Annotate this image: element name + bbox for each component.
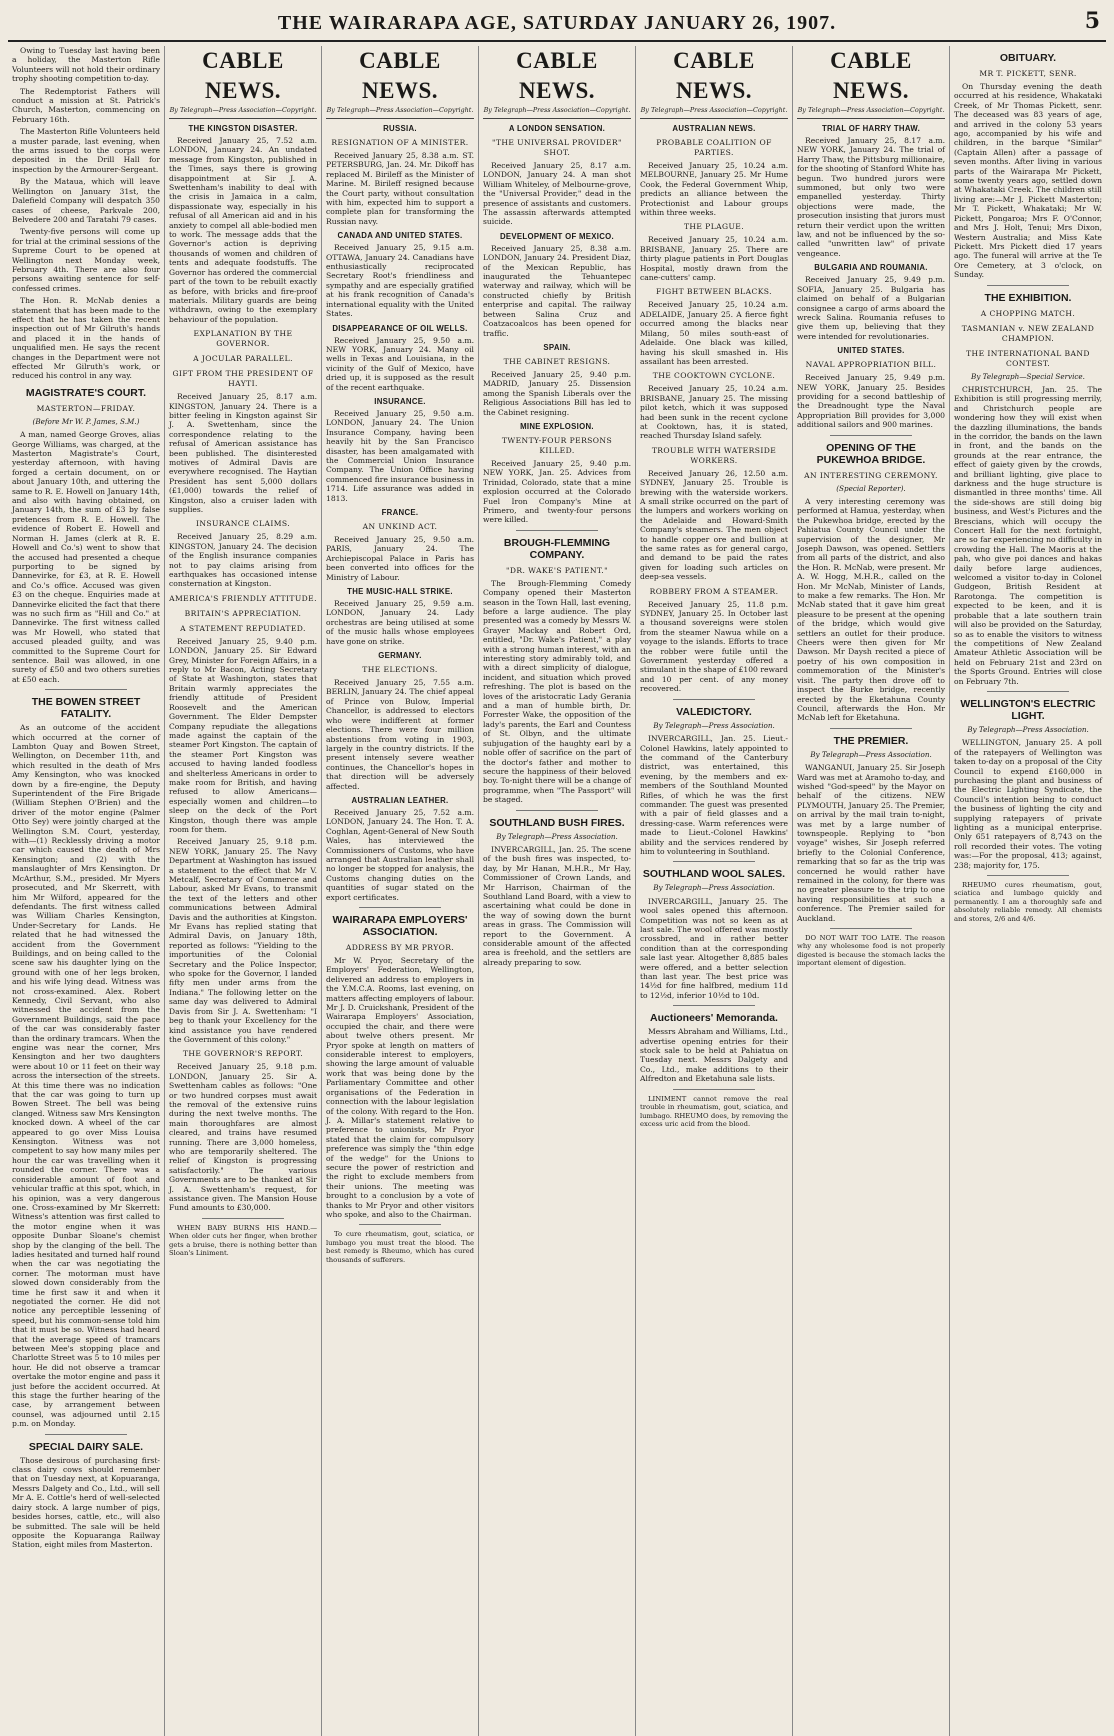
headline-brough-flemming: BROUGH-FLEMMING COMPANY. xyxy=(503,536,611,561)
advertisement: To cure rheumatism, gout, sciatica, or lumbago you must treat the blood. The best remedy is Rheumo, which has cured thousands of sufferers. xyxy=(326,1230,474,1264)
column-3 xyxy=(321,46,478,1736)
headline: RUSSIA. xyxy=(383,124,417,133)
subhead: AN UNKIND ACT. xyxy=(362,522,438,531)
article-body: Received January 25, 9.49 p.m. NEW YORK, January 25. Besides providing for a second battleship of the Dreadnought type the Naval Appropriation Bill provides for 3,000 additional sailors and 900 marines. xyxy=(797,373,945,430)
credit-line: By Telegraph—Special Service. xyxy=(971,371,1085,381)
subhead: THE PLAGUE. xyxy=(683,222,745,232)
divider xyxy=(830,928,913,929)
article-body: Received January 25, 8.17 a.m. KINGSTON, January 24. There is a bitter feeling in Kingston against Sir J. A. Swettenham, since the correspondence relating to the refusal of American assistance has been published. The disinterested motives of Admiral Davis are everywhere recognised. The Haytian President has sent 5,000 dollars (£1,000) towards the relief of Kingston, also a cruiser laden with supplies. xyxy=(169,392,317,514)
cable-news-header xyxy=(640,46,788,119)
divider xyxy=(673,861,756,862)
subhead: MASTERTON—FRIDAY. xyxy=(36,403,136,413)
article-body: Received January 25, 9.40 p.m. NEW YORK, Jan. 25. Advices from Trinidad, Colorado, state that a mine explosion occurred at the Colorado Fuel Iron Company's Mine at Primero, and twenty-four persons were killed. xyxy=(483,458,631,525)
subhead: ADDRESS BY MR PRYOR. xyxy=(345,943,455,952)
article-body: INVERCARGILL, Jan. 25. The scene of the bush fires was inspected, to-day, by Mr Hanan, M.H.R., Mr Hay, Commissioner of Crown Lands, and Mr Harrison, Chairman of the Southland Land Board, with a view to ascertaining what could be done in the way of sowing down the burnt areas in grass. The Commission will report to the Government. A considerable amount of the affected area is freehold, and the settlers are already preparing to sow. xyxy=(483,844,631,967)
subhead: BRITAIN'S APPRECIATION. xyxy=(184,608,302,618)
credit-line: By Telegraph—Press Association. xyxy=(810,749,932,759)
cable-news-header xyxy=(326,46,474,119)
headline: THE KINGSTON DISASTER. xyxy=(188,124,298,133)
credit-line: By Telegraph—Press Association. xyxy=(653,720,775,730)
column-4 xyxy=(478,46,635,1736)
article-body: Received January 25, 8.38 a.m. LONDON, January 24. President Diaz, of the Mexican Republic, has inaugurated the Tehuantepec waterway and railway, which will be constructed chiefly by British enterprise and capital. The railway between Salina Cruz and Coatzacoalcos has been opened for traffic. xyxy=(483,243,631,338)
credit-line: By Telegraph—Press Association—Copyright. xyxy=(797,106,945,114)
article-body: Received January 25, 9.40 p.m. LONDON, January 25. Sir Edward Grey, Minister for Foreign Affairs, in a reply to Mr Bacon, Acting Secretary of State at Washington, states that Britain warmly appreciates the friendly attitude of President Roosevelt and the American Government. The Elder Dempster Company repudiate the allegations made against the captain of the steamer Port Kingston. The captain of the steamer Port Kingston was accused to having landed foodless and shelterless Americans in order to make room for British, and having refused to allow Americans—especially women and children—to sleep on the deck of the Port Kingston, though there was ample room for them. xyxy=(169,636,317,834)
divider xyxy=(359,1224,442,1225)
subhead: FIGHT BETWEEN BLACKS. xyxy=(656,287,772,297)
cable-news-header xyxy=(169,46,317,119)
credit-line: By Telegraph—Press Association—Copyright. xyxy=(483,106,631,114)
column-1 xyxy=(8,46,164,1736)
column-6 xyxy=(792,46,949,1736)
columns xyxy=(8,46,1106,1736)
headline-auctioneers: Auctioneers' Memoranda. xyxy=(650,1012,778,1025)
divider xyxy=(830,435,913,436)
subhead: NAVAL APPROPRIATION BILL. xyxy=(805,360,937,370)
article-body: Received January 25, 8.29 a.m. KINGSTON, January 24. The decision of the English insurance companies not to pay claims arising from earthquakes has occasioned intense consternation at Kingston. xyxy=(169,532,317,589)
article-body: Received January 25, 7.52 a.m. LONDON, January 24. An undated message from Kingston, published in the Times, says there is growing disappointment at Sir J. A. Swettenham's inability to deal with the crisis in Jamaica in a calm, dispassionate way, especially in his refusal of all American aid and in his anxiety to compel all able-bodied men to work. The message adds that the Governor's action is depriving thousands of women and children of tents and adequate foodstuffs. The Governor has ordered the commercial part of the town to be rebuilt exactly as before, with bricks and fire-proof materials. Military guards are being withdrawn, owing to the exemplary behaviour of the population. xyxy=(169,136,317,324)
cable-news-header xyxy=(483,46,631,119)
byline: (Before Mr W. P. James, S.M.) xyxy=(32,416,140,426)
article-body: Received January 25, 8.38 a.m. ST. PETERSBURG, Jan. 24. Mr. Dikoff has replaced M. Birileff as the Minister of Marine. M. Birileff resigned because the Court party, without consultation with him, expected him to support a complete plan for transforming the Russian navy. xyxy=(326,151,474,226)
article-body: As an outcome of the accident which occurred at the corner of Lambton Quay and Bowen Street, Wellington, on December 11th, and which resulted in the death of Mrs Amy Kensington, who was knocked down by a fire-engine, the Deputy Superintendent of the Fire Brigade (William Stephen O'Brien) and the driver of the motor engine (Palmer Otto Sey) were jointly charged at the Wellington S.M. Court, yesterday, with—(1) Recklessly driving a motor car which caused the death of Mrs Kensington; and (2) with the manslaughter of Mrs Kensington. Dr McArthur, S.M., presided. Mr Myers prosecuted, and Mr Skerrett, with him Mr Wilford, appeared for the defendants. The first witness called was William Charles Kensington, Under-Secretary for Lands. He related that he had witnessed the accident from the Government Buildings, and on being called to the scene saw his daughter lying on the ground with one of her legs broken, and his wife lying dead. Witness was not cross-examined. Alex. Robert Kennedy, Civil Servant, who also witnessed the accident from the Government Buildings, said the pace of the car was considerably faster than the ordinary tramcars. When the engine was near the corner, Mrs Kensington and her two daughters were about 10 or 11 feet on their way across the intersection of the streets. At this time there was no indication that the car was going to turn up Bowen Street. The bell was being clanged. Witness saw Mrs Kensington knocked down. A wheel of the car appeared to go over Miss Louisa Kensington. Witness was not competent to say how many miles per hour the car was travelling when it rounded the corner. There was a considerable amount of foot and vehicular traffic at this spot, which, in his opinion, was a very dangerous one. Cross-examined by Mr Skerrett: Witness's attention was first called to the motor engine when it was opposite Dunbar Sloane's chemist shop by the clanging of the bell. The ladies hesitated and turned half round when the car was negotiating the corner. The motorman must have slowed down considerably from the time he first saw it and when it negotiated the corner. He did not notice any perceptible lessening of speed, but his common-sense told him that it must be so. Witness had heard that the average speed of tramcars between Mee's stopping place and Charlotte Street was 5 to 10 miles per hour. He did not observe a tramcar overtake the motor engine and pass it just before the accident occurred. At this stage the further hearing of the case, by arrangement between counsel, was adjourned until 2.15 p.m. on Monday. xyxy=(12,723,161,1429)
local-note: The Hon. R. McNab denies a statement that has been made to the effect that he has taken the recent inspection out of Mr Gilruth's hands and placed it in the hands of unqualified men. He says the recent changes in the Department were not effected Mr Gilruth's work, or reduced his control in any way. xyxy=(12,296,160,381)
divider xyxy=(516,530,599,531)
article-body: Received January 25, 10.24 a.m. MELBOURNE, January 25. Mr Hume Cook, the Federal Government Whip, predicts an alliance between the Protectionist and Labour groups within three weeks. xyxy=(640,161,788,218)
local-note: By the Mataua, which will leave Wellington on January 31st, the Dalefield Company will despatch 350 cases of cheese, Parkvale 200, Belvedere 200 and Taratahi 79 cases. xyxy=(12,177,160,224)
headline-bowen: THE BOWEN STREET FATALITY. xyxy=(31,696,141,721)
article-body: Received January 25, 9.50 a.m. NEW YORK, January 24. Many oil wells in Texas and Louisiana, in the vicinity of the Gulf of Mexico, have dried up, it is supposed as the result of the recent earthquake. xyxy=(326,335,474,392)
headline: DEVELOPMENT OF MEXICO. xyxy=(499,231,615,241)
article-body: INVERCARGILL, Jan. 25. Lieut.-Colonel Hawkins, lately appointed to the command of the Canterbury district, was entertained, this evening, by the members and ex-members of the Southland Mounted Rifles, of which he was the first commander. The guest was presented with a pair of field glasses and a dressing-case. Warm references were made to Lieut.-Colonel Hawkins' ability and the services rendered by him to volunteering in Southland. xyxy=(640,734,788,856)
article-body: Received January 25, 11.8 p.m. SYDNEY, January 25. In October last a thousand sovereigns were stolen from the steamer Nawua while on a voyage to the islands. Efforts to trace the robber were futile until the Government yesterday offered a stimulant in the shape of £100 reward and 10 per cent. of any money recovered. xyxy=(640,599,788,694)
headline: THE MUSIC-HALL STRIKE. xyxy=(347,587,453,597)
divider xyxy=(830,728,913,729)
headline-wool-sales: SOUTHLAND WOOL SALES. xyxy=(642,868,786,881)
headline: SPAIN. xyxy=(543,342,571,352)
subhead: TASMANIAN v. NEW ZEALAND CHAMPION. xyxy=(961,323,1095,343)
divider xyxy=(987,285,1070,286)
headline-employers: WAIRARAPA EMPLOYERS' ASSOCIATION. xyxy=(332,914,468,938)
headline-dairy: SPECIAL DAIRY SALE. xyxy=(28,1440,144,1453)
article-body: Received January 25, 9.18 p.m. LONDON, January 25. Sir A. Swettenham cables as follows: "One or two hundred corpses must await the removal of the extensive ruins during the next twelve months. The main thoroughfares are almost cleared, and trains have resumed running. There are 3,000 homeless, who are temporarily sheltered. The relief of Kingston is progressing satisfactorily." The various Governments are to be thanked at Sir J. A. Swettenham's request, for assistance given. The Mansion House Fund amounts to £30,000. xyxy=(169,1062,317,1213)
divider xyxy=(987,875,1070,876)
masthead-title: THE WAIRARAPA AGE, SATURDAY JANUARY 26, 1907. xyxy=(277,12,837,34)
subhead: AMERICA'S FRIENDLY ATTITUDE. xyxy=(169,593,317,603)
headline-electric-light: WELLINGTON'S ELECTRIC LIGHT. xyxy=(960,697,1096,722)
subhead: MR T. PICKETT, SENR. xyxy=(979,69,1077,78)
subhead: ROBBERY FROM A STEAMER. xyxy=(649,586,779,596)
article-body: Received January 25, 9.49 p.m. SOFIA, January 25. Bulgaria has claimed on behalf of a Bulgarian consignee a cargo of arms aboard the wreck Salina. Roumania refuses to give them up, believing that they were intended for revolutionaries. xyxy=(797,275,945,341)
headline: DISAPPEARANCE OF OIL WELLS. xyxy=(332,323,468,333)
headline: AUSTRALIAN NEWS. xyxy=(672,124,756,133)
divider xyxy=(359,907,442,908)
headline-bush-fires: SOUTHLAND BUSH FIRES. xyxy=(489,816,625,829)
divider xyxy=(45,689,128,690)
divider xyxy=(202,1218,285,1219)
article-body: Received January 25, 9.50 a.m. LONDON, January 24. The Union Insurance Company, having been heavily hit by the San Francisco disaster, has been amalgamated with the Commercial Union Insurance Company. The Union Office having commenced fire insurance business in 1714. Life assurance was added in 1813. xyxy=(326,408,474,503)
headline-premier: THE PREMIER. xyxy=(833,734,909,747)
article-body: Received January 26, 12.50 a.m. SYDNEY, January 25. Trouble is brewing with the waterside workers. A small strike occurred on the part of the lumpers and workers working on the Adelaide and Howard-Smith Company's steamers. The men object to handle copper ore and bullion at the same rates as for general cargo, and demand to be paid the rates given for loading such articles on deep-sea vessels. xyxy=(640,468,788,582)
column-7 xyxy=(949,46,1106,1736)
subhead: TROUBLE WITH WATERSIDE WORKERS. xyxy=(651,445,777,465)
subhead: THE INTERNATIONAL BAND CONTEST. xyxy=(966,348,1090,368)
subhead: PROBABLE COALITION OF PARTIES. xyxy=(656,138,772,157)
article-body: Received January 25, 9.18 p.m. NEW YORK, January 25. The Navy Department at Washington has issued a statement to the effect that Mr V. Metcalf, Secretary of Commerce and Labour, asked Mr Evans, to transmit the text of the letters and other communications between Admiral Davis and the authorities at Kingston. Mr Evans has replied stating that Admiral Davis, on January 18th, reported as follows: "Yielding to the importunities of the Colonial Secretary and the Police Inspector, who spoke for the Governor, I landed fifty men under arms from the Indiana." The following letter on the same day was delivered to Admiral Davis from Sir J. A. Swettenham: "I beg to thank your Excellency for the kind assistance you have rendered the Government of this colony." xyxy=(169,837,317,1044)
headline-valedictory: VALEDICTORY. xyxy=(676,705,752,718)
divider xyxy=(673,699,756,700)
byline: (Special Reporter). xyxy=(836,483,906,493)
subhead: AN INTERESTING CEREMONY. xyxy=(804,470,938,480)
subhead: "DR. WAKE'S PATIENT." xyxy=(506,565,608,575)
subhead: THE ELECTIONS. xyxy=(362,665,438,675)
headline: CANADA AND UNITED STATES. xyxy=(337,231,463,241)
subhead: INSURANCE CLAIMS. xyxy=(195,519,291,529)
masthead xyxy=(8,6,1106,42)
subhead: THE COOKTOWN CYCLONE. xyxy=(652,371,776,381)
headline: INSURANCE. xyxy=(374,396,426,406)
subhead: A CHOPPING MATCH. xyxy=(980,308,1076,318)
article-body: Received January 25, 8.17 a.m. LONDON, January 24. A man shot William Whiteley, of Melbourne-grove, the "Universal Provider," dead in the presence of assistants and customers. The assassin afterwards attempted suicide. xyxy=(483,161,631,227)
article-body: Received January 25, 10.24 a.m. ADELAIDE, January 25. A fierce fight occurred among the blacks near Milang, 50 miles south-east of Adelaide. One black was killed, having his skull smashed in. His assailant has been arrested. xyxy=(640,300,788,366)
article-body: INVERCARGILL, January 25. The wool sales opened this afternoon. Competition was not so keen as at last sale. The wool offered was mostly crossbred, and in rather better condition than at the corresponding sale last year. Altogether 8,885 bales were offered, and a better selection than last year. The best price was 14½d for fine halfbred, medium 11d to 12½d, inferior 10½d to 10d. xyxy=(640,896,788,1000)
headline: A LONDON SENSATION. xyxy=(508,124,606,133)
cable-news-banner: CABLE NEWS. xyxy=(673,48,755,103)
subhead: A STATEMENT REPUDIATED. xyxy=(180,623,306,633)
advertisement: RHEUMO cures rheumatism, gout, sciatica and lumbago quickly and permanently. I am a thoroughly safe and absolutely reliable remedy. All chemists and stores, 2/6 and 4/6. xyxy=(954,881,1102,923)
article-body: Those desirous of purchasing first-class dairy cows should remember that on Tuesday next, at Kopuaranga, Messrs Dalgety and Co., Ltd., will sell Mr A. E. Cottle's herd of well-selected dairy stock. A large number of pigs, besides horses, cattle, etc., will also be submitted. The sale will be held opposite the Kopuaranga Railway Station, eight miles from Masterton. xyxy=(12,1455,160,1550)
article-body: Received January 25, 10.24 a.m. BRISBANE, January 25. There are thirty plague patients in Port Douglas Hospital, mostly drawn from the cane-cutters' camp. xyxy=(640,235,788,283)
column-2 xyxy=(164,46,321,1736)
divider xyxy=(673,1089,756,1090)
subhead: THE CABINET RESIGNS. xyxy=(503,356,611,366)
local-note: Owing to Tuesday last having been a holiday, the Masterton Rifle Volunteers will not hold their ordinary trophy shooting competition to-day. xyxy=(12,46,160,84)
headline: FRANCE. xyxy=(381,508,419,517)
article-body: Received January 25, 9.59 a.m. LONDON, January 24. Lady orchestras are being utilised at some of the music halls whose employees have gone on strike. xyxy=(326,599,474,646)
credit-line: By Telegraph—Press Association—Copyright. xyxy=(169,106,317,114)
headline: TRIAL OF HARRY THAW. xyxy=(821,124,921,133)
headline: GERMANY. xyxy=(378,651,422,661)
advertisement: LINIMENT cannot remove the real trouble in rheumatism, gout, sciatica, and lumbago. RHEUMO does, by removing the excess uric acid from the blood. xyxy=(640,1094,788,1128)
credit-line: By Telegraph—Press Association—Copyright. xyxy=(640,106,788,114)
article-body: Received January 25, 7.52 a.m. LONDON, January 24. The Hon. T. A. Coghlan, Agent-General of New South Wales, has interviewed the Commissioners of Customs, who have arranged that Australian leather shall no longer be stopped for analysis, the Customs changing duties on the quantities of sugar stated on the export certificates. xyxy=(326,807,474,902)
credit-line: By Telegraph—Press Association. xyxy=(967,724,1089,734)
page-number: 5 xyxy=(1084,8,1100,34)
advertisement: WHEN BABY BURNS HIS HAND.—When older cuts her finger, when brother gets a bruise, there is nothing better than Sloan's Liniment. xyxy=(169,1223,317,1258)
headline: MINE EXPLOSION. xyxy=(520,421,594,431)
cable-news-banner: CABLE NEWS. xyxy=(359,48,441,103)
advertisement: DO NOT WAIT TOO LATE. The reason why any wholesome food is not properly digested is because the stomach lacks the important element of digestion. xyxy=(797,934,945,968)
subhead: THE GOVERNOR'S REPORT. xyxy=(182,1049,304,1059)
divider xyxy=(987,691,1070,692)
article-body: A very interesting ceremony was performed at Hamua, yesterday, when the Pukewhoa bridge, erected by the Pahiatua County Council under the supervision of the designer, Mr Joseph Dawson, was opened. Settlers from all parts of the district, and also the Hon. R. McNab, were present. Mr A. W. Hogg, M.H.R., called on the Hon. Mr McNab, Minister of Lands, to make a few remarks. The Hon. Mr McNab stated that it gave him great pleasure to be present at the opening of the bridge, which would give settlers an outlet for their produce. Cheers were then given for Mr Dawson. Mr Daysh recited a piece of poetry of his own composition in commemoration of the Minister's visit. The party then drove off to inspect the Burke bridge, recently erected by the Eketahuna County Council, afterwards the Hon. Mr McNab left for Eketahuna. xyxy=(797,496,945,723)
cable-news-banner: CABLE NEWS. xyxy=(516,48,598,103)
article-body: Received January 25, 8.17 a.m. NEW YORK, January 24. The trial of Harry Thaw, the Pittsburg millionaire, for the shooting of Stanford White has begun. Two hundred jurors were summoned, but only two were empanelled yesterday. Thirty objections were made, the prosecution insisting that jurors must return their verdict upon the written law, and not be influenced by the so-called "unwritten law" of private vengeance. xyxy=(797,136,946,258)
subhead: GIFT FROM THE PRESIDENT OF HAYTI. xyxy=(172,369,314,389)
article-body: Received January 25, 9.40 p.m. MADRID, January 25. Dissension among the Spanish Liberals over the Religious Associations Bill has led to the Cabinet resigning. xyxy=(483,369,631,417)
subhead: TWENTY-FOUR PERSONS KILLED. xyxy=(501,435,613,455)
divider xyxy=(45,1434,128,1435)
headline: AUSTRALIAN LEATHER. xyxy=(351,795,449,805)
divider xyxy=(516,810,599,811)
headline-exhibition: THE EXHIBITION. xyxy=(984,291,1072,304)
article-body: The Brough-Flemming Comedy Company opened their Masterton season in the Town Hall, last evening, before a large audience. The play presented was a comedy by Messrs W. Grayer Mackay and Robert Ord, entitled, "Dr. Wake's Patient," a play with a strong human interest, with an interesting story admirably told, and with a direct simplicity of dialogue, incident, and situation which proved refreshing. The plot is based on the loves of the aristocratic Lady Gerania and a man of humble birth, Dr. Forrester Wake, the opposition of the lady's parents, the Earl and Countess of St. Olbyn, and the ultimate subjugation of the haughty earl by a noble offer of sacrifice on the part of the doctor's father and mother to secure the happiness of their beloved boy. To-night there will be a change of programme, when "The Passport" will be staged. xyxy=(483,578,631,805)
article-body: A man, named George Groves, alias George Williams, was charged, at the Masterton Magistrate's Court, yesterday afternoon, with having forged a certain document, on or about January 10th, and uttering the same to R. E. Howell on January 14th, and also with having obtained, on January 14th, the sum of £3 by false pretences from R. E. Howell. The evidence of Robert E. Howell and Norman H. James (clerk at R. E. Howell and Co.'s) went to show that the accused had presented a cheque purporting to be signed by Dannevirke, for £3, at R. E. Howell and Co.'s office. Accused was given £3 on the cheque. Enquiries made at Dannevirke elicited the fact that there was no such firm as "Hill and Co." at Dannevirke. The first witness called was Mr Howell, who stated that accused pleaded guilty, and was committed to the Supreme Court for sentence. Bail was allowed, in one surety of £50 and two others sureties at £50 each. xyxy=(12,430,161,684)
credit-line: By Telegraph—Press Association. xyxy=(496,831,618,841)
local-note: The Redemptorist Fathers will conduct a mission at St. Patrick's Church, Masterton, commencing on February 16th. xyxy=(12,86,160,124)
article-body: Received January 25, 10.24 a.m. BRISBANE, January 25. The missing pilot ketch, which it was supposed had been sunk in the recent cyclone at Cooktown, has, it is stated, reached Thursday Island safely. xyxy=(640,384,788,441)
divider xyxy=(673,1005,756,1006)
subhead: EXPLANATION BY THE GOVERNOR. xyxy=(193,329,293,349)
subhead: "THE UNIVERSAL PROVIDER" SHOT. xyxy=(492,138,622,157)
local-note: The Masterton Rifle Volunteers held a muster parade, last evening, when the arms issued to the corps were deposited in the Drill Hall for inspection by the Armourer-Sergeant. xyxy=(12,127,160,174)
credit-line: By Telegraph—Press Association—Copyright. xyxy=(326,106,474,114)
article-body: Received January 25, 9.15 a.m. OTTAWA, January 24. Canadians have enthusiastically reciprocated Secretary Root's friendliness and sympathy and are especially gratified at his frank recognition of Canada's international equality with the United States. xyxy=(326,243,474,319)
local-note: Twenty-five persons will come up for trial at the criminal sessions of the Supreme Court to be opened at Wellington next Monday week, February 4th. There are also four persons awaiting sentence for self-confessed crimes. xyxy=(12,227,160,293)
headline: BULGARIA AND ROUMANIA. xyxy=(814,263,928,273)
article-body: Received January 25, 7.55 a.m. BERLIN, January 24. The chief appeal of Prince von Bulow, Imperial Chancellor, is addressed to electors who were indifferent at former elections. There were four million abstentions from voting in 1903, largely in the country districts. If the present intensely severe weather continues, the Chancellor's hopes in that direction will be adversely affected. xyxy=(326,678,474,791)
article-body: Mr W. Pryor, Secretary of the Employers' Federation, Wellington, delivered an address to employers in the Y.M.C.A. Rooms, last evening, on matters affecting employers of labour. Mr J. D. Cruickshank, President of the Wairarapa Employers' Association, occupied the chair, and there were about twelve others present. Mr Pryor spoke at length on matters of considerable interest to employers, showing the large amount of valuable work that was being done by the Parliamentary Committee and other organisations of the Federation in connection with the labour legislation of the colony. With regard to the Hon. J. A. Millar's statement relative to preference to unionists, Mr Pryor stated that the claim for compulsory preference was simply the "thin edge of the wedge" for the Unions to secure the power of restriction and the right to exclude members from their unions. The meeting was brought to a conclusion by a vote of thanks to Mr Pryor and other visitors who spoke, and also to the Chairman. xyxy=(326,956,474,1219)
headline-obituary: OBITUARY. xyxy=(999,52,1057,64)
article-body: Messrs Abraham and Williams, Ltd., advertise opening entries for their stock sale to be held at Pahiatua on Tuesday next. Messrs Dalgety and Co., Ltd., make additions to their Alfredton and Eketahuna sale lists. xyxy=(640,1027,788,1084)
credit-line: By Telegraph—Press Association. xyxy=(653,883,775,893)
column-5 xyxy=(635,46,792,1736)
cable-news-header xyxy=(797,46,945,119)
article-body: CHRISTCHURCH, Jan. 25. The Exhibition is still progressing merrily, and Christchurch people are wondering how they will exist when the dazzling illuminations, the bands in the corridor, the bands on the lawn in front, and the bands on the grounds at the rear entrance, the effect of gaiety given by the crowds, and brilliant lighting, give place to darkness and the huge structure is dismantled in three months' time. All the side-shows are still doing big business, and West's Pictures and the Brescians, which will occupy the Concert Hall for the next fortnight, are so far experiencing no difficulty in crowding the Hall. The Maoris at the pah, who give poi dances and hakas daily before large audiences, welcomed a visitor to-day in Colonel Gudgeon, British Resident at Rarotonga. The competition is expected to be keen, and it is probable that a late southern train will also be provided on the Saturday, so as to enable the visitors to witness the competitions of New Zealand Amateur Athletic Association will be held on February 21st and 23rd on the Sports Ground. Entries will close on February 7th. xyxy=(954,384,1102,686)
headline-magistrate: MAGISTRATE'S COURT. xyxy=(25,386,147,399)
article-body: WANGANUI, January 25. Sir Joseph Ward was met at Aramoho to-day, and wished "God-speed" by the Mayor on behalf of the citizens. NEW PLYMOUTH, January 25. The Premier, on arrival by the mail train to-night, was met by a large number of townspeople. Replying to "bon voyage" wishes, Sir Joseph referred briefly to the Colonial Conference, remarking that so far as the trip was concerned he would rather have remained in the colony, for there was no greater pleasure to the trip to one having responsibilities at such a conference. The Premier sailed for Auckland. xyxy=(797,763,945,923)
article-body: Received January 25, 9.50 a.m. PARIS, January 24. The Archiepiscopal Palace in Paris has been converted into offices for the Ministry of Labour. xyxy=(326,535,474,582)
headline-pukewhoa-bridge: OPENING OF THE PUKEWHOA BRIDGE. xyxy=(816,441,926,466)
cable-news-banner: CABLE NEWS. xyxy=(202,48,284,103)
cable-news-banner: CABLE NEWS. xyxy=(830,48,912,103)
article-body: WELLINGTON, January 25. A poll of the ratepayers of Wellington was taken to-day on a proposal of the City Council to expend £160,000 in purchasing the plant and business of the Electric Lighting Syndicate, the Council's intention being to conduct the business of lighting the city and supplying ratepayers of private lighting as a municipal enterprise. Only 651 ratepayers of 8,743 on the roll recorded their votes. The voting was:—For the proposal, 413; against, 238; majority for, 175. xyxy=(954,738,1102,870)
subhead: A JOCULAR PARALLEL. xyxy=(193,354,293,364)
subhead: RESIGNATION OF A MINISTER. xyxy=(331,138,469,147)
article-body: On Thursday evening the death occurred at his residence, Whakataki Creek, of Mr Thomas Pickett, senr. The deceased was 83 years of age, and arrived in the colony 53 years ago, accompanied by his wife and children, in the barque "Similar" (Captain Allen) after a passage of seven months. After living in various parts of the Wairarapa Mr Pickett, some twenty years ago, settled down at Whakataki Creek. The children still living are:—Mr J. Pickett Masterton; Mr T. Pickett, Whakataki; Mr W. Pickett, Pongaroa; Mrs F. O'Connor, and Mrs J. Holt, Tenui; Mrs Dixon, Western Australia; and Miss Kate Pickett. Mrs Pickett died 17 years ago. The funeral will arrive at the Te Ore Cemetery, at 3 o'clock, on Sunday. xyxy=(954,82,1102,280)
headline: UNITED STATES. xyxy=(837,346,905,356)
